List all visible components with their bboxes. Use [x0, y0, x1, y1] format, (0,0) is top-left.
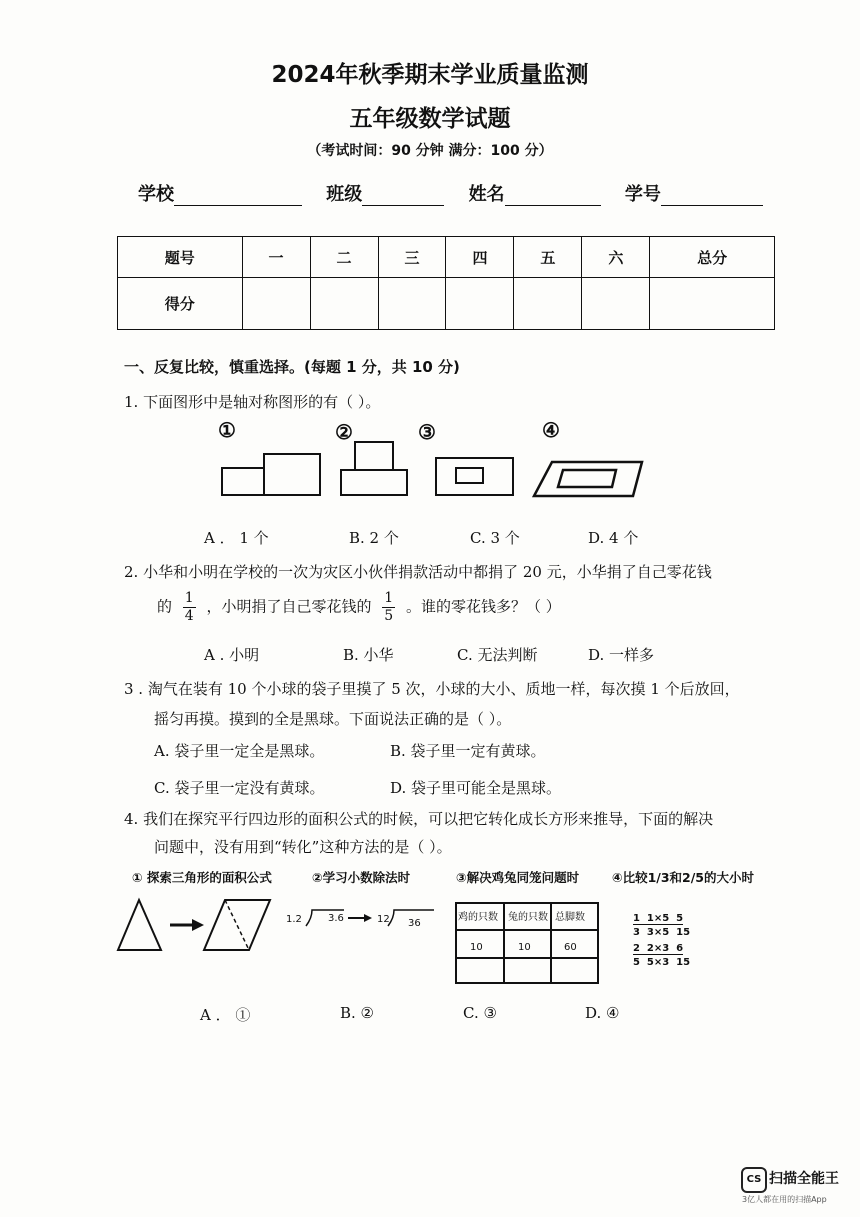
division-divisor-2: 12 — [377, 914, 390, 925]
score-cell[interactable] — [242, 278, 310, 330]
fraction-work-2a: 2 2×3 6 — [633, 943, 684, 954]
score-cell[interactable] — [310, 278, 378, 330]
q2-option-a[interactable]: A . 小明 — [204, 646, 260, 664]
fraction-work-1a: 1 1×5 5 — [633, 913, 684, 924]
table-cell: 题号 — [118, 237, 243, 278]
score-cell[interactable] — [378, 278, 446, 330]
q4-option-a[interactable]: A ． ① — [200, 1006, 251, 1024]
table-cell: 总分 — [650, 237, 775, 278]
q3-option-c[interactable]: C. 袋子里一定没有黄球。 — [154, 779, 325, 797]
division-dividend-2: 36 — [408, 918, 421, 929]
scanner-tagline: 3亿人都在用的扫描App — [742, 1195, 827, 1204]
fraction-one-fifth — [382, 590, 395, 625]
exam-title: 2024年秋季期末学业质量监测 — [271, 62, 589, 88]
table-header-rabbit: 兔的只数 — [508, 912, 548, 923]
q1-option-a[interactable]: A ． 1 个 — [204, 529, 269, 547]
q4-line-2: 问题中，没有用到“转化”这种方法的是（ ）。 — [154, 838, 452, 856]
table-header-chicken: 鸡的只数 — [458, 912, 498, 923]
q4-option-b[interactable]: B. ② — [340, 1004, 375, 1022]
figure-1 — [222, 454, 320, 495]
q2-mid: ，小明捐了自己零花钱的 — [206, 597, 372, 616]
scanner-brand: 扫描全能王 — [769, 1171, 839, 1187]
student-info-row — [138, 180, 781, 206]
score-table-score-row — [118, 278, 775, 330]
q4-caption-2: ②学习小数除法时 — [312, 870, 411, 885]
q4-option-d[interactable]: D. ④ — [585, 1004, 620, 1022]
fraction-work-1b: 3 3×5 15 — [633, 927, 691, 938]
q1-label-3: ③ — [418, 420, 436, 444]
table-cell: 六 — [582, 237, 650, 278]
number-label: 学号 — [624, 184, 661, 205]
table-cell: 得分 — [118, 278, 243, 330]
score-cell[interactable] — [650, 278, 775, 330]
q3-line-2: 摇匀再摸。摸到的全是黑球。下面说法正确的是（ ）。 — [154, 710, 512, 728]
q2-option-d[interactable]: D. 一样多 — [588, 646, 655, 664]
q1-label-1: ① — [218, 418, 236, 442]
fraction-numerator: 1 — [384, 590, 394, 606]
q2-line-1: 2. 小华和小明在学校的一次为灾区小伙伴捐款活动中都捐了 20 元，小华捐了自己零花钱 — [124, 563, 712, 581]
q4-caption-1: ① 探索三角形的面积公式 — [132, 870, 272, 885]
q3-option-a[interactable]: A. 袋子里一定全是黑球。 — [154, 742, 325, 760]
table-cell: 一 — [242, 237, 310, 278]
division-divisor-1: 1.2 — [286, 914, 302, 925]
score-cell[interactable] — [446, 278, 514, 330]
scanner-logo: CS — [741, 1167, 767, 1193]
table-value-rabbit: 10 — [518, 942, 531, 953]
school-field[interactable] — [174, 185, 302, 206]
class-field[interactable] — [362, 185, 444, 206]
table-cell: 五 — [514, 237, 582, 278]
exam-info: （考试时间：90 分钟 满分：100 分） — [307, 143, 553, 159]
fraction-denominator: 4 — [184, 608, 194, 624]
q4-line-1: 4. 我们在探究平行四边形的面积公式的时候，可以把它转化成长方形来推导，下面的解决 — [124, 810, 714, 828]
table-cell: 三 — [378, 237, 446, 278]
q3-option-d[interactable]: D. 袋子里可能全是黑球。 — [390, 779, 562, 797]
figure-3 — [436, 458, 513, 495]
name-field[interactable] — [505, 185, 601, 206]
score-cell[interactable] — [582, 278, 650, 330]
table-header-total-feet: 总脚数 — [555, 912, 585, 923]
q2-option-b[interactable]: B. 小华 — [343, 646, 394, 664]
table-value-chicken: 10 — [470, 942, 483, 953]
q1-text: 1. 下面图形中是轴对称图形的有（ ）。 — [124, 393, 381, 411]
fraction-denominator: 5 — [384, 608, 394, 624]
q1-label-4: ④ — [542, 418, 560, 442]
score-table — [117, 236, 775, 330]
fraction-numerator: 1 — [184, 590, 194, 606]
q1-option-b[interactable]: B. 2 个 — [349, 529, 399, 547]
q2-pre: 的 — [157, 597, 173, 616]
q1-option-d[interactable]: D. 4 个 — [588, 529, 639, 547]
fraction-one-quarter — [183, 590, 196, 625]
q4-caption-3: ③解决鸡兔同笼问题时 — [456, 870, 580, 885]
school-label: 学校 — [138, 184, 174, 205]
q4-triangle-figure — [112, 895, 287, 955]
q2-post: 。谁的零花钱多？（ ） — [406, 597, 561, 616]
q4-option-c[interactable]: C. ③ — [463, 1004, 497, 1022]
table-value-total: 60 — [564, 942, 577, 953]
score-cell[interactable] — [514, 278, 582, 330]
figure-4 — [534, 462, 642, 496]
figure-2 — [341, 442, 407, 495]
q1-figures — [210, 440, 660, 500]
fraction-work-2b: 5 5×3 15 — [633, 957, 691, 968]
q1-label-2: ② — [335, 420, 353, 444]
class-label: 班级 — [326, 184, 363, 205]
table-cell: 四 — [446, 237, 514, 278]
q2-line-2 — [157, 590, 561, 625]
q1-option-c[interactable]: C. 3 个 — [470, 529, 520, 547]
q3-option-b[interactable]: B. 袋子里一定有黄球。 — [390, 742, 546, 760]
q2-option-c[interactable]: C. 无法判断 — [457, 646, 538, 664]
division-dividend-1: 3.6 — [328, 913, 344, 924]
exam-subtitle: 五年级数学试题 — [349, 106, 511, 132]
number-field[interactable] — [661, 185, 763, 206]
section-1-title: 一、反复比较，慎重选择。(每题 1 分，共 10 分) — [124, 358, 460, 376]
name-label: 姓名 — [468, 184, 505, 205]
score-table-header-row — [118, 237, 775, 278]
q4-caption-4: ④比较1/3和2/5的大小时 — [612, 870, 755, 885]
table-cell: 二 — [310, 237, 378, 278]
q3-line-1: 3 . 淘气在装有 10 个小球的袋子里摸了 5 次，小球的大小、质地一样，每次摸 1 个后放回， — [124, 680, 740, 698]
